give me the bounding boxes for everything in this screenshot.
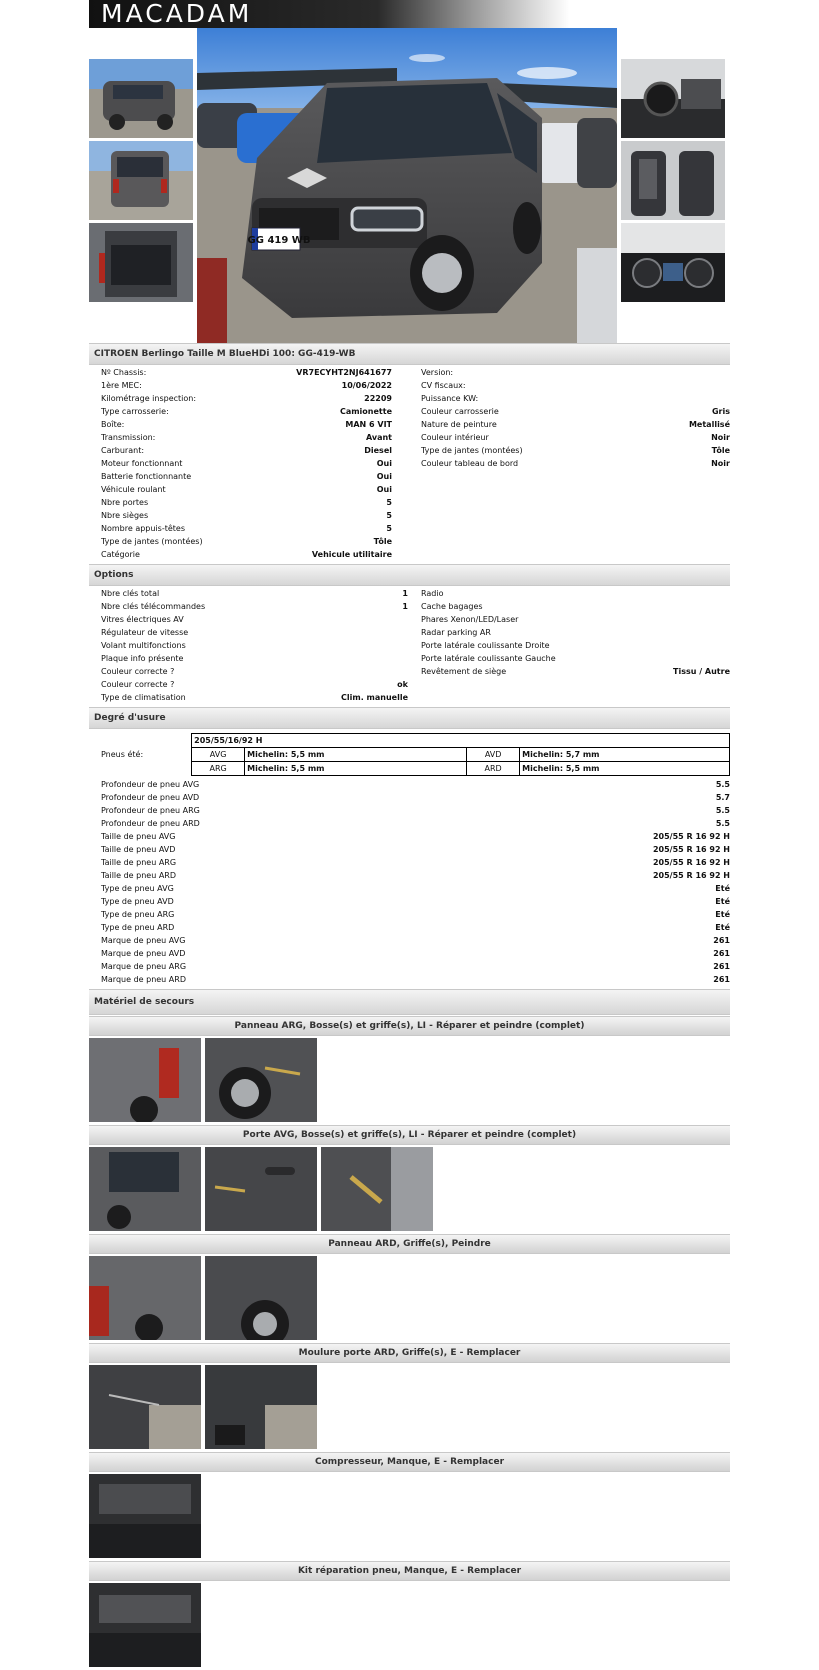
damage-photo[interactable] bbox=[89, 1038, 201, 1122]
damage-photo[interactable] bbox=[89, 1365, 201, 1449]
option-label: Revêtement de siège bbox=[421, 667, 507, 676]
spec-label: Nbre portes bbox=[101, 498, 149, 507]
page bbox=[89, 0, 730, 1670]
option-value: 1 bbox=[402, 602, 408, 611]
wear-value: Eté bbox=[715, 910, 730, 919]
tyres-label: Pneus été: bbox=[101, 750, 144, 759]
option-label: Nbre clés total bbox=[101, 589, 160, 598]
wear-label: Type de pneu AVG bbox=[101, 884, 174, 893]
spec-label: 1ère MEC: bbox=[101, 381, 142, 390]
spec-value: VR7ECYHT2NJ641677 bbox=[296, 368, 392, 377]
wear-value: 205/55 R 16 92 H bbox=[652, 858, 730, 867]
damage-heading: Porte AVG, Bosse(s) et griffe(s), LI - Réparer et peindre (complet) bbox=[89, 1125, 730, 1145]
spec-label: Nº Chassis: bbox=[101, 368, 147, 377]
spec-label: Boîte: bbox=[101, 420, 125, 429]
tyre-position: ARD bbox=[467, 762, 520, 775]
damage-photo[interactable] bbox=[89, 1583, 201, 1667]
damage-photos bbox=[89, 1038, 730, 1122]
specs-right bbox=[421, 366, 730, 561]
wear-label: Taille de pneu ARD bbox=[101, 871, 177, 880]
wear-details bbox=[89, 778, 730, 986]
photo-gallery bbox=[89, 28, 730, 343]
spec-label: Transmission: bbox=[101, 433, 156, 442]
damage-photos bbox=[89, 1256, 730, 1340]
brand-logo: MACADAM bbox=[101, 0, 253, 28]
wear-value: 5.7 bbox=[715, 793, 730, 802]
spec-label: Catégorie bbox=[101, 550, 140, 559]
gallery-thumb-cluster[interactable] bbox=[621, 223, 725, 302]
wear-heading: Degré d'usure bbox=[89, 707, 730, 729]
damage-photo[interactable] bbox=[89, 1147, 201, 1231]
wear-label: Marque de pneu AVD bbox=[101, 949, 186, 958]
damage-photos bbox=[89, 1583, 730, 1667]
wear-value: Eté bbox=[715, 923, 730, 932]
tyre-table bbox=[191, 733, 730, 776]
spec-value: 5 bbox=[386, 498, 392, 507]
wear-value: 261 bbox=[713, 949, 730, 958]
spec-value: Tôle bbox=[373, 537, 392, 546]
spec-value: Oui bbox=[376, 485, 392, 494]
damage-heading: Panneau ARG, Bosse(s) et griffe(s), LI - Réparer et peindre (complet) bbox=[89, 1016, 730, 1036]
wear-value: 205/55 R 16 92 H bbox=[652, 871, 730, 880]
wear-value: 5.5 bbox=[715, 780, 730, 789]
header-bar bbox=[89, 0, 730, 28]
damage-photos bbox=[89, 1474, 730, 1558]
spec-label: Type de jantes (montées) bbox=[101, 537, 203, 546]
option-label: Couleur correcte ? bbox=[101, 680, 175, 689]
damage-photos bbox=[89, 1365, 730, 1449]
gallery-thumb-trunk[interactable] bbox=[89, 223, 193, 302]
options-heading: Options bbox=[89, 564, 730, 586]
option-value: Tissu / Autre bbox=[673, 667, 730, 676]
vehicle-title: CITROEN Berlingo Taille M BlueHDi 100: GG-419-WB bbox=[89, 343, 730, 365]
wear-label: Profondeur de pneu AVG bbox=[101, 780, 200, 789]
spec-label: Couleur tableau de bord bbox=[421, 459, 519, 468]
option-value: 1 bbox=[402, 589, 408, 598]
wear-label: Marque de pneu ARG bbox=[101, 962, 187, 971]
wear-value: 5.5 bbox=[715, 819, 730, 828]
spec-value: Avant bbox=[365, 433, 392, 442]
wear-value: 5.5 bbox=[715, 806, 730, 815]
damage-photos bbox=[89, 1147, 730, 1231]
spec-value: 5 bbox=[386, 524, 392, 533]
spec-value: Oui bbox=[376, 472, 392, 481]
spec-value: Tôle bbox=[711, 446, 730, 455]
wear-value: 261 bbox=[713, 962, 730, 971]
tyre-depth: Michelin: 5,5 mm bbox=[245, 762, 467, 775]
wear-value: 205/55 R 16 92 H bbox=[652, 845, 730, 854]
spec-value: 10/06/2022 bbox=[341, 381, 392, 390]
spec-value: Metallisé bbox=[688, 420, 730, 429]
wear-value: 205/55 R 16 92 H bbox=[652, 832, 730, 841]
gallery-thumb-seats[interactable] bbox=[621, 141, 725, 220]
main-photo[interactable] bbox=[197, 28, 617, 343]
wear-label: Marque de pneu ARD bbox=[101, 975, 186, 984]
spec-value: 5 bbox=[386, 511, 392, 520]
option-label: Radio bbox=[421, 589, 444, 598]
wear-value: 261 bbox=[713, 975, 730, 984]
spec-label: Type de jantes (montées) bbox=[421, 446, 523, 455]
spec-label: Nature de peinture bbox=[421, 420, 497, 429]
tyre-depth: Michelin: 5,5 mm bbox=[522, 764, 600, 773]
wear-label: Profondeur de pneu ARG bbox=[101, 806, 200, 815]
spec-label: Type carrosserie: bbox=[101, 407, 169, 416]
options-section bbox=[89, 586, 730, 704]
wear-label: Taille de pneu ARG bbox=[101, 858, 177, 867]
spec-label: Couleur carrosserie bbox=[421, 407, 499, 416]
damage-heading: Compresseur, Manque, E - Remplacer bbox=[89, 1452, 730, 1472]
wear-label: Profondeur de pneu AVD bbox=[101, 793, 200, 802]
option-label: Vitres électriques AV bbox=[101, 615, 184, 624]
tyre-depth: Michelin: 5,7 mm bbox=[522, 750, 600, 759]
tyre-size: 205/55/16/92 H bbox=[194, 736, 263, 745]
wear-value: Eté bbox=[715, 884, 730, 893]
damage-photo[interactable] bbox=[89, 1256, 201, 1340]
tyre-depth: Michelin: 5,5 mm bbox=[245, 748, 467, 761]
spec-value: Oui bbox=[376, 459, 392, 468]
tyre-position: AVD bbox=[467, 748, 520, 761]
damage-photo[interactable] bbox=[205, 1147, 317, 1231]
wear-label: Marque de pneu AVG bbox=[101, 936, 186, 945]
option-label: Phares Xenon/LED/Laser bbox=[421, 615, 519, 624]
damage-heading: Moulure porte ARD, Griffe(s), E - Remplacer bbox=[89, 1343, 730, 1363]
spec-label: Version: bbox=[421, 368, 454, 377]
spec-value: Diesel bbox=[364, 446, 392, 455]
wear-value: 261 bbox=[713, 936, 730, 945]
tyre-position: AVG bbox=[192, 748, 245, 761]
option-label: Régulateur de vitesse bbox=[101, 628, 189, 637]
spec-value: MAN 6 VIT bbox=[345, 420, 392, 429]
option-value: ok bbox=[397, 680, 408, 689]
spec-value: Camionette bbox=[339, 407, 392, 416]
option-label: Nbre clés télécommandes bbox=[101, 602, 206, 611]
wear-label: Type de pneu ARG bbox=[101, 910, 175, 919]
damage-heading: Panneau ARD, Griffe(s), Peindre bbox=[89, 1234, 730, 1254]
option-label: Radar parking AR bbox=[421, 628, 491, 637]
spec-label: Nombre appuis-têtes bbox=[101, 524, 186, 533]
specs-section bbox=[89, 365, 730, 561]
spec-label: Nbre sièges bbox=[101, 511, 149, 520]
option-value: Clim. manuelle bbox=[341, 693, 408, 702]
spec-label: Carburant: bbox=[101, 446, 145, 455]
damage-photo[interactable] bbox=[89, 1474, 201, 1558]
spec-value: Vehicule utilitaire bbox=[311, 550, 392, 559]
spec-value: Gris bbox=[711, 407, 730, 416]
spec-value: Noir bbox=[711, 433, 730, 442]
specs-left bbox=[89, 366, 421, 561]
wear-label: Taille de pneu AVD bbox=[101, 845, 176, 854]
option-label: Couleur correcte ? bbox=[101, 667, 175, 676]
option-label: Volant multifonctions bbox=[101, 641, 186, 650]
spec-label: Puissance KW: bbox=[421, 394, 479, 403]
tyre-position: ARG bbox=[192, 762, 245, 775]
gallery-thumb-dashboard[interactable] bbox=[621, 59, 725, 138]
spec-value: Noir bbox=[711, 459, 730, 468]
option-label: Cache bagages bbox=[421, 602, 483, 611]
license-plate: GG 419 WB bbox=[247, 235, 311, 246]
tyre-row bbox=[192, 747, 729, 761]
option-label: Type de climatisation bbox=[101, 693, 186, 702]
damage-photo[interactable] bbox=[205, 1038, 317, 1122]
option-label: Porte latérale coulissante Droite bbox=[421, 641, 550, 650]
spec-value: 22209 bbox=[364, 394, 392, 403]
spec-label: Batterie fonctionnante bbox=[101, 472, 192, 481]
tyre-row bbox=[192, 761, 729, 775]
gallery-thumb-front[interactable] bbox=[89, 59, 193, 138]
spec-label: Moteur fonctionnant bbox=[101, 459, 183, 468]
options-right bbox=[421, 587, 730, 704]
spec-label: Véhicule roulant bbox=[101, 485, 166, 494]
wear-label: Type de pneu ARD bbox=[101, 923, 175, 932]
damage-photo[interactable] bbox=[205, 1365, 317, 1449]
spec-label: Kilométrage inspection: bbox=[101, 394, 197, 403]
wear-label: Profondeur de pneu ARD bbox=[101, 819, 200, 828]
wear-value: Eté bbox=[715, 897, 730, 906]
spec-label: Couleur intérieur bbox=[421, 433, 489, 442]
wear-label: Type de pneu AVD bbox=[101, 897, 174, 906]
damage-heading: Kit réparation pneu, Manque, E - Remplacer bbox=[89, 1561, 730, 1581]
options-left bbox=[89, 587, 421, 704]
spare-heading: Matériel de secours bbox=[89, 989, 730, 1015]
wear-label: Taille de pneu AVG bbox=[101, 832, 176, 841]
gallery-thumb-rear[interactable] bbox=[89, 141, 193, 220]
damage-photo[interactable] bbox=[205, 1256, 317, 1340]
damage-photo[interactable] bbox=[321, 1147, 433, 1231]
option-label: Porte latérale coulissante Gauche bbox=[421, 654, 556, 663]
tyre-summary bbox=[89, 733, 730, 776]
option-label: Plaque info présente bbox=[101, 654, 184, 663]
spec-label: CV fiscaux: bbox=[421, 381, 466, 390]
